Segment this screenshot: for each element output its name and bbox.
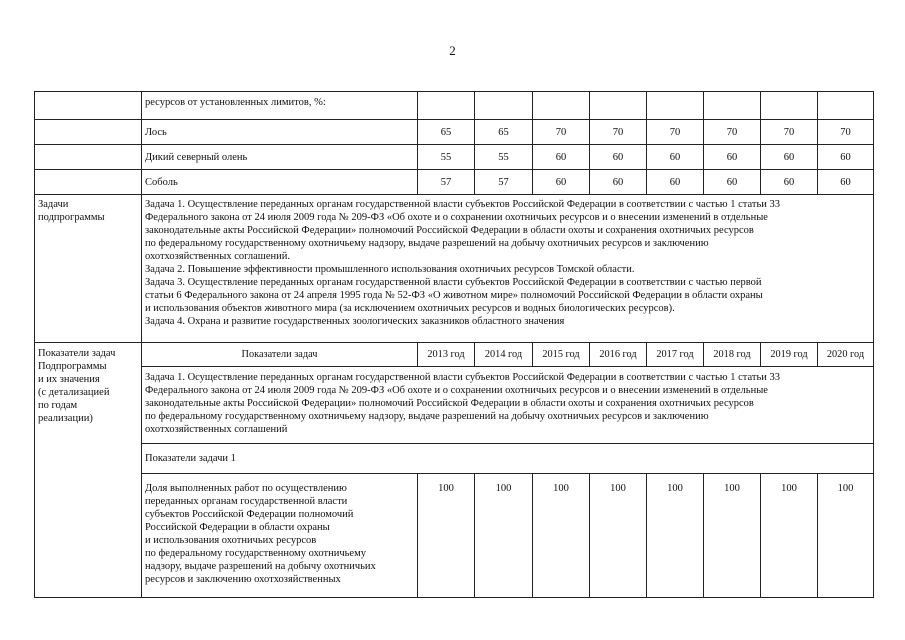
value-cell: 60 bbox=[647, 145, 704, 170]
indicators-label-line: (с детализацией bbox=[38, 387, 110, 398]
empty-cell bbox=[35, 120, 142, 145]
value-cell: 60 bbox=[761, 145, 818, 170]
text-line: Федерального закона от 24 июля 2009 года № 209-ФЗ «Об охоте и о сохранении охотничьих ресурсов и о внесении изменений в отдельные bbox=[145, 385, 768, 396]
value-cell: 100 bbox=[590, 474, 647, 598]
text-line: надзору, выдаче разрешений на добычу охотничьих bbox=[145, 561, 376, 572]
value-cell: 55 bbox=[418, 145, 475, 170]
species-label: Лось bbox=[142, 120, 418, 145]
tasks-label bbox=[35, 195, 142, 343]
year-header: 2020 год bbox=[818, 343, 874, 367]
value-cell: 60 bbox=[704, 170, 761, 195]
table-row-moose bbox=[35, 120, 874, 145]
indicators-label-line: и их значения bbox=[38, 374, 100, 385]
empty-cell bbox=[35, 92, 142, 120]
table-row-tasks bbox=[35, 195, 874, 343]
text-line: законодательные акты Российской Федерации» полномочий Российской Федерации в области охоты и сохранения охотничьих ресурсов bbox=[145, 398, 754, 409]
value-cell: 57 bbox=[475, 170, 533, 195]
value-cell: 60 bbox=[761, 170, 818, 195]
text-line: Задача 1. Осуществление переданных органам государственной власти субъектов Российской Федерации в соответствии с частью 1 статьи 33 bbox=[145, 372, 780, 383]
value-cell: 65 bbox=[475, 120, 533, 145]
table-row-task1 bbox=[35, 367, 874, 444]
species-label: Дикий северный олень bbox=[142, 145, 418, 170]
indicators-label-line: реализации) bbox=[38, 413, 93, 424]
tasks-label-line: Задачи bbox=[38, 199, 69, 210]
value-cell: 70 bbox=[761, 120, 818, 145]
indicators-label-line: по годам bbox=[38, 400, 78, 411]
text-line: Федерального закона от 24 июля 2009 года № 209-ФЗ «Об охоте и о сохранении охотничьих ресурсов и о внесении изменений в отдельные bbox=[145, 212, 768, 223]
year-header: 2018 год bbox=[704, 343, 761, 367]
text-line: переданных органам государственной власти bbox=[145, 496, 348, 507]
table-row-indicator bbox=[35, 474, 874, 598]
table-row-sable bbox=[35, 170, 874, 195]
text-line: и использования объектов животного мира (за исключением охотничьих ресурсов и водных биологических ресурсов). bbox=[145, 303, 675, 314]
text-line: Задача 3. Осуществление переданных органам государственной власти субъектов Российской Федерации в соответствии с частью первой bbox=[145, 277, 762, 288]
text-line: статьи 6 Федерального закона от 24 апреля 1995 года № 52-ФЗ «О животном мире» полномочий Российской Федерации в области охраны bbox=[145, 290, 763, 301]
value-cell: 70 bbox=[647, 120, 704, 145]
tasks-label-line: подпрограммы bbox=[38, 212, 105, 223]
value-cell: 100 bbox=[647, 474, 704, 598]
value-cell: 60 bbox=[704, 145, 761, 170]
table-row-indicators-header bbox=[35, 343, 874, 367]
continued-row-label: ресурсов от установленных лимитов, %: bbox=[142, 92, 418, 120]
task1-indicators-label: Показатели задачи 1 bbox=[142, 444, 874, 474]
table-row-reindeer bbox=[35, 145, 874, 170]
indicators-label-line: Показатели задач bbox=[38, 348, 116, 359]
tasks-text bbox=[142, 195, 874, 343]
value-cell: 60 bbox=[818, 170, 874, 195]
year-header: 2017 год bbox=[647, 343, 704, 367]
value-cell: 100 bbox=[475, 474, 533, 598]
value-cell: 55 bbox=[475, 145, 533, 170]
empty-cell bbox=[35, 145, 142, 170]
value-cell: 60 bbox=[590, 170, 647, 195]
empty-cell bbox=[533, 92, 590, 120]
text-line: Задача 2. Повышение эффективности промышленного использования охотничьих ресурсов Томской области. bbox=[145, 264, 635, 275]
empty-cell bbox=[647, 92, 704, 120]
year-header: 2016 год bbox=[590, 343, 647, 367]
value-cell: 60 bbox=[533, 145, 590, 170]
empty-cell bbox=[818, 92, 874, 120]
value-cell: 60 bbox=[533, 170, 590, 195]
table-row bbox=[35, 92, 874, 120]
value-cell: 70 bbox=[533, 120, 590, 145]
text-line: законодательные акты Российской Федерации» полномочий Российской Федерации в области охоты и сохранения охотничьих ресурсов bbox=[145, 225, 754, 236]
value-cell: 60 bbox=[647, 170, 704, 195]
species-label: Соболь bbox=[142, 170, 418, 195]
page-number: 2 bbox=[449, 43, 456, 58]
value-cell: 70 bbox=[704, 120, 761, 145]
value-cell: 100 bbox=[704, 474, 761, 598]
empty-cell bbox=[475, 92, 533, 120]
empty-cell bbox=[418, 92, 475, 120]
text-line: ресурсов и заключению охотхозяйственных bbox=[145, 574, 341, 585]
indicators-header: Показатели задач bbox=[142, 343, 418, 367]
indicators-label bbox=[35, 343, 142, 598]
value-cell: 60 bbox=[590, 145, 647, 170]
text-line: по федеральному государственному охотничьему bbox=[145, 548, 366, 559]
empty-cell bbox=[590, 92, 647, 120]
value-cell: 100 bbox=[761, 474, 818, 598]
text-line: охотхозяйственных соглашений bbox=[145, 424, 288, 435]
value-cell: 70 bbox=[590, 120, 647, 145]
text-line: Задача 1. Осуществление переданных органам государственной власти субъектов Российской Федерации в соответствии с частью 1 статьи 33 bbox=[145, 199, 780, 210]
value-cell: 100 bbox=[418, 474, 475, 598]
year-header: 2019 год bbox=[761, 343, 818, 367]
text-line: Задача 4. Охрана и развитие государственных зоологических заказников областного значения bbox=[145, 316, 565, 327]
value-cell: 100 bbox=[818, 474, 874, 598]
value-cell: 70 bbox=[818, 120, 874, 145]
value-cell: 65 bbox=[418, 120, 475, 145]
indicators-label-line: Подпрограммы bbox=[38, 361, 107, 372]
text-line: Российской Федерации в области охраны bbox=[145, 522, 330, 533]
table-row-task1-indicators bbox=[35, 444, 874, 474]
value-cell: 60 bbox=[818, 145, 874, 170]
task1-text bbox=[142, 367, 874, 444]
text-line: субъектов Российской Федерации полномочий bbox=[145, 509, 354, 520]
indicator-text bbox=[142, 474, 418, 598]
text-line: по федеральному государственному охотничьему надзору, выдаче разрешений на добычу охотничьих ресурсов и заключению bbox=[145, 411, 709, 422]
text-line: Доля выполненных работ по осуществлению bbox=[145, 483, 347, 494]
text-line: по федеральному государственному охотничьему надзору, выдаче разрешений на добычу охотничьих ресурсов и заключению bbox=[145, 238, 709, 249]
empty-cell bbox=[704, 92, 761, 120]
empty-cell bbox=[35, 170, 142, 195]
text-line: охотхозяйственных соглашений. bbox=[145, 251, 291, 262]
value-cell: 57 bbox=[418, 170, 475, 195]
year-header: 2014 год bbox=[475, 343, 533, 367]
value-cell: 100 bbox=[533, 474, 590, 598]
text-line: и использования охотничьих ресурсов bbox=[145, 535, 317, 546]
year-header: 2015 год bbox=[533, 343, 590, 367]
year-header: 2013 год bbox=[418, 343, 475, 367]
subprogram-passport-table bbox=[34, 91, 874, 598]
empty-cell bbox=[761, 92, 818, 120]
